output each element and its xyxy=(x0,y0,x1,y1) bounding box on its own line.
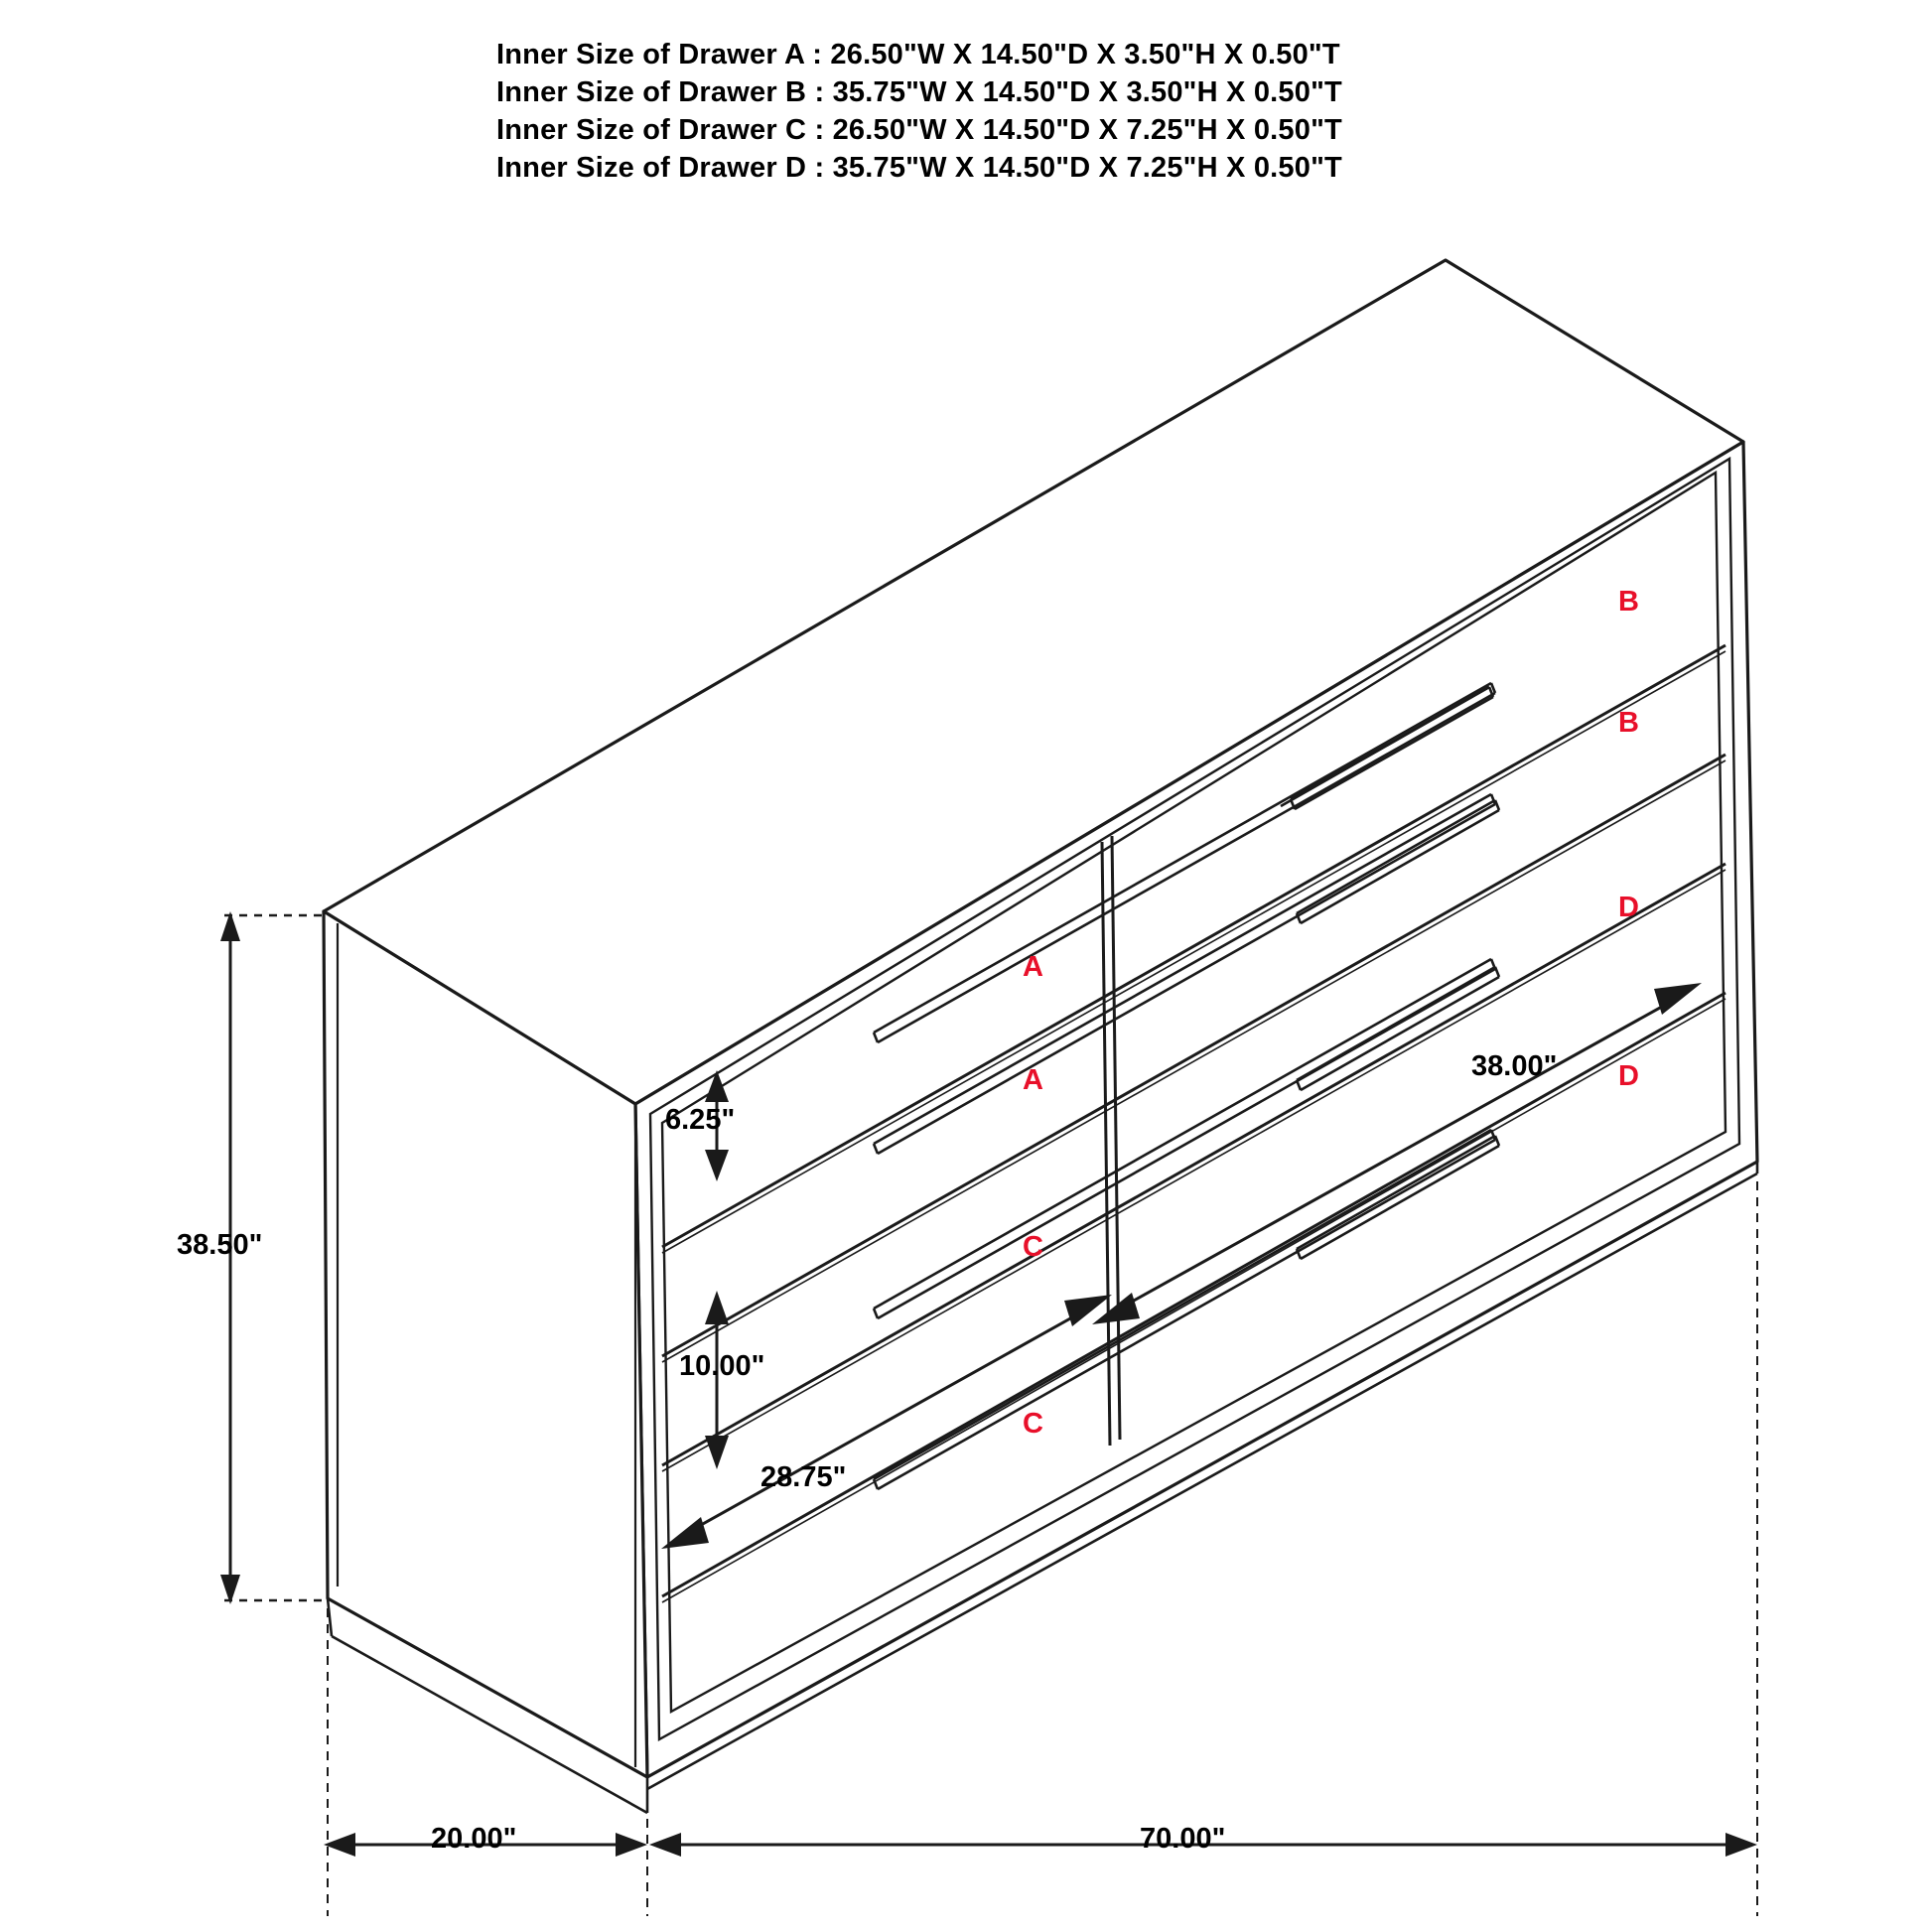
drawer-label-c-2: C xyxy=(1023,1408,1043,1440)
drawer-spec-line-a: Inner Size of Drawer A : 26.50"W X 14.50"D X 3.50"H X 0.50"T xyxy=(496,39,1340,70)
dim-label-overall-height: 38.50" xyxy=(177,1229,263,1261)
drawer-label-b-1: B xyxy=(1618,586,1639,618)
drawer-spec-line-d: Inner Size of Drawer D : 35.75"W X 14.50"D X 7.25"H X 0.50"T xyxy=(496,152,1342,184)
drawer-label-c-1: C xyxy=(1023,1231,1043,1263)
dim-label-drawer-large-height: 10.00" xyxy=(679,1350,765,1382)
cabinet-body xyxy=(324,260,1757,1777)
drawer-label-b-2: B xyxy=(1618,707,1639,739)
dim-label-depth: 20.00" xyxy=(431,1823,517,1855)
dim-label-left-drawer-width: 28.75" xyxy=(760,1461,847,1493)
drawer-label-a-2: A xyxy=(1023,1064,1043,1096)
dim-label-right-drawer-width: 38.00" xyxy=(1471,1050,1558,1082)
drawer-label-d-1: D xyxy=(1618,892,1639,923)
drawer-label-d-2: D xyxy=(1618,1060,1639,1092)
drawer-spec-line-b: Inner Size of Drawer B : 35.75"W X 14.50"D X 3.50"H X 0.50"T xyxy=(496,76,1342,108)
dim-label-drawer-small-height: 6.25" xyxy=(665,1104,736,1136)
dim-label-width: 70.00" xyxy=(1140,1823,1226,1855)
drawer-label-a-1: A xyxy=(1023,951,1043,983)
drawer-spec-line-c: Inner Size of Drawer C : 26.50"W X 14.50"D X 7.25"H X 0.50"T xyxy=(496,114,1342,146)
